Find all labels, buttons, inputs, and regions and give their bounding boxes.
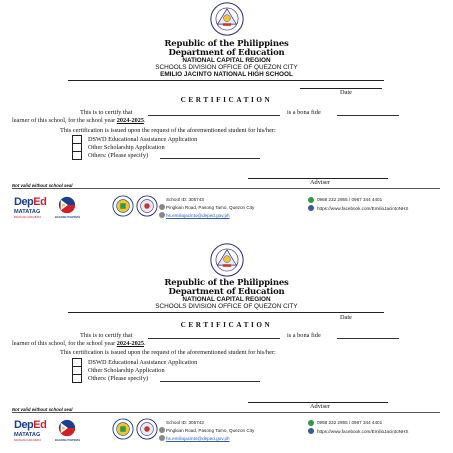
email-icon [159,212,165,218]
student-name-field[interactable] [148,109,280,116]
matatag-logo: MATATAG [14,432,41,438]
school-seal-icon [112,418,134,440]
matatag-subtitle: BANSANG MAKABATA [14,439,42,442]
others-checkbox[interactable] [72,374,82,383]
location-pin-icon [159,204,165,210]
not-valid-note: Not valid without school seal [12,183,73,188]
grade-section-field[interactable] [337,332,399,339]
school-address: Pingkian Road, Pasong Tamo, Quezon City [166,205,255,210]
school-year: 2024-2025 [116,117,145,124]
certification-title: CERTIFICATION [180,321,273,329]
header-department: Department of Education [168,48,285,58]
not-valid-note: Not valid without school seal [12,407,73,412]
school-id: School ID: 305743 [166,420,204,425]
email-icon [159,435,165,441]
header-divider [68,80,384,81]
bagong-pilipinas-text: BAGONG PILIPINAS [55,439,81,442]
dswd-option-label: DSWD Educational Assistance Application [88,359,198,366]
school-phone: 0968 232 2955 / 0967 344 4401 [317,420,383,425]
school-seal-icon [112,195,134,217]
others-option-label: Others: (Please specify) [88,375,149,382]
matatag-logo: MATATAG [14,209,41,215]
header-region: NATIONAL CAPITAL REGION [182,296,271,303]
date-label: Date [340,89,352,96]
header-department: Department of Education [168,287,285,297]
school-id: School ID: 305743 [166,197,204,202]
facebook-link[interactable]: https://www.facebook.com/EmilioJacintoNHS [317,206,409,211]
request-text: This certification is issued upon the request of the aforementioned student for his/her: [60,349,276,356]
facebook-icon [308,205,314,211]
dswd-option-label: DSWD Educational Assistance Application [88,136,198,143]
bona-fide-text: is a bona fide [287,332,321,339]
phone-icon [308,197,314,203]
scholarship-option-label: Other Scholarship Application [88,144,165,151]
scholarship-option-label: Other Scholarship Application [88,367,165,374]
bona-fide-text: is a bona fide [287,109,321,116]
certify-prefix: This is to certify that [80,332,133,339]
deped-qc-seal-icon [136,418,158,440]
school-year: 2024-2025 [116,340,145,347]
learner-text: learner of this school, for the school year 2024-2025. [12,117,146,124]
certification-title: CERTIFICATION [180,96,273,104]
adviser-label: Adviser [310,403,330,410]
matatag-subtitle: BANSANG MAKABATA [14,216,42,219]
learner-text: learner of this school, for the school year 2024-2025. [12,340,146,347]
footer-divider [12,188,440,189]
location-pin-icon [159,427,165,433]
deped-logo: DepEd [14,196,47,208]
certify-prefix: This is to certify that [80,109,133,116]
bagong-pilipinas-logo-icon [58,419,76,437]
school-email-link[interactable]: hs.emiliojacinto@deped.gov.ph [166,213,230,218]
student-name-field[interactable] [148,332,280,339]
grade-section-field[interactable] [337,109,399,116]
footer-divider [12,412,440,413]
others-option-label: Others: (Please specify) [88,152,149,159]
header-division: SCHOOLS DIVISION OFFICE OF QUEZON CITY [155,303,298,310]
deped-qc-seal-icon [136,195,158,217]
request-text: This certification is issued upon the request of the aforementioned student for his/her: [60,127,276,134]
school-phone: 0968 232 2955 / 0967 344 4401 [317,197,383,202]
bagong-pilipinas-logo-icon [58,196,76,214]
bagong-pilipinas-text: BAGONG PILIPINAS [55,216,81,219]
deped-seal-icon [210,2,244,36]
header-region: NATIONAL CAPITAL REGION [182,57,271,64]
others-specify-field[interactable] [160,375,260,382]
phone-icon [308,420,314,426]
header-republic: Republic of the Philippines [164,278,289,288]
facebook-icon [308,428,314,434]
certificate-copy-1 [0,0,453,226]
date-label: Date [340,314,352,321]
date-line [300,312,382,313]
header-republic: Republic of the Philippines [164,39,289,49]
adviser-label: Adviser [310,179,330,186]
deped-logo: DepEd [14,419,47,431]
header-division: SCHOOLS DIVISION OFFICE OF QUEZON CITY [155,64,298,71]
header-school: EMILIO JACINTO NATIONAL HIGH SCHOOL [160,71,293,78]
school-address: Pingkian Road, Pasong Tamo, Quezon City [166,428,255,433]
others-checkbox[interactable] [72,151,82,160]
certificate-copy-2 [0,227,453,453]
others-specify-field[interactable] [160,152,260,159]
deped-seal-icon [210,243,244,277]
facebook-link[interactable]: https://www.facebook.com/EmilioJacintoNHS [317,429,409,434]
school-email-link[interactable]: hs.emiliojacinto@deped.gov.ph [166,436,230,441]
